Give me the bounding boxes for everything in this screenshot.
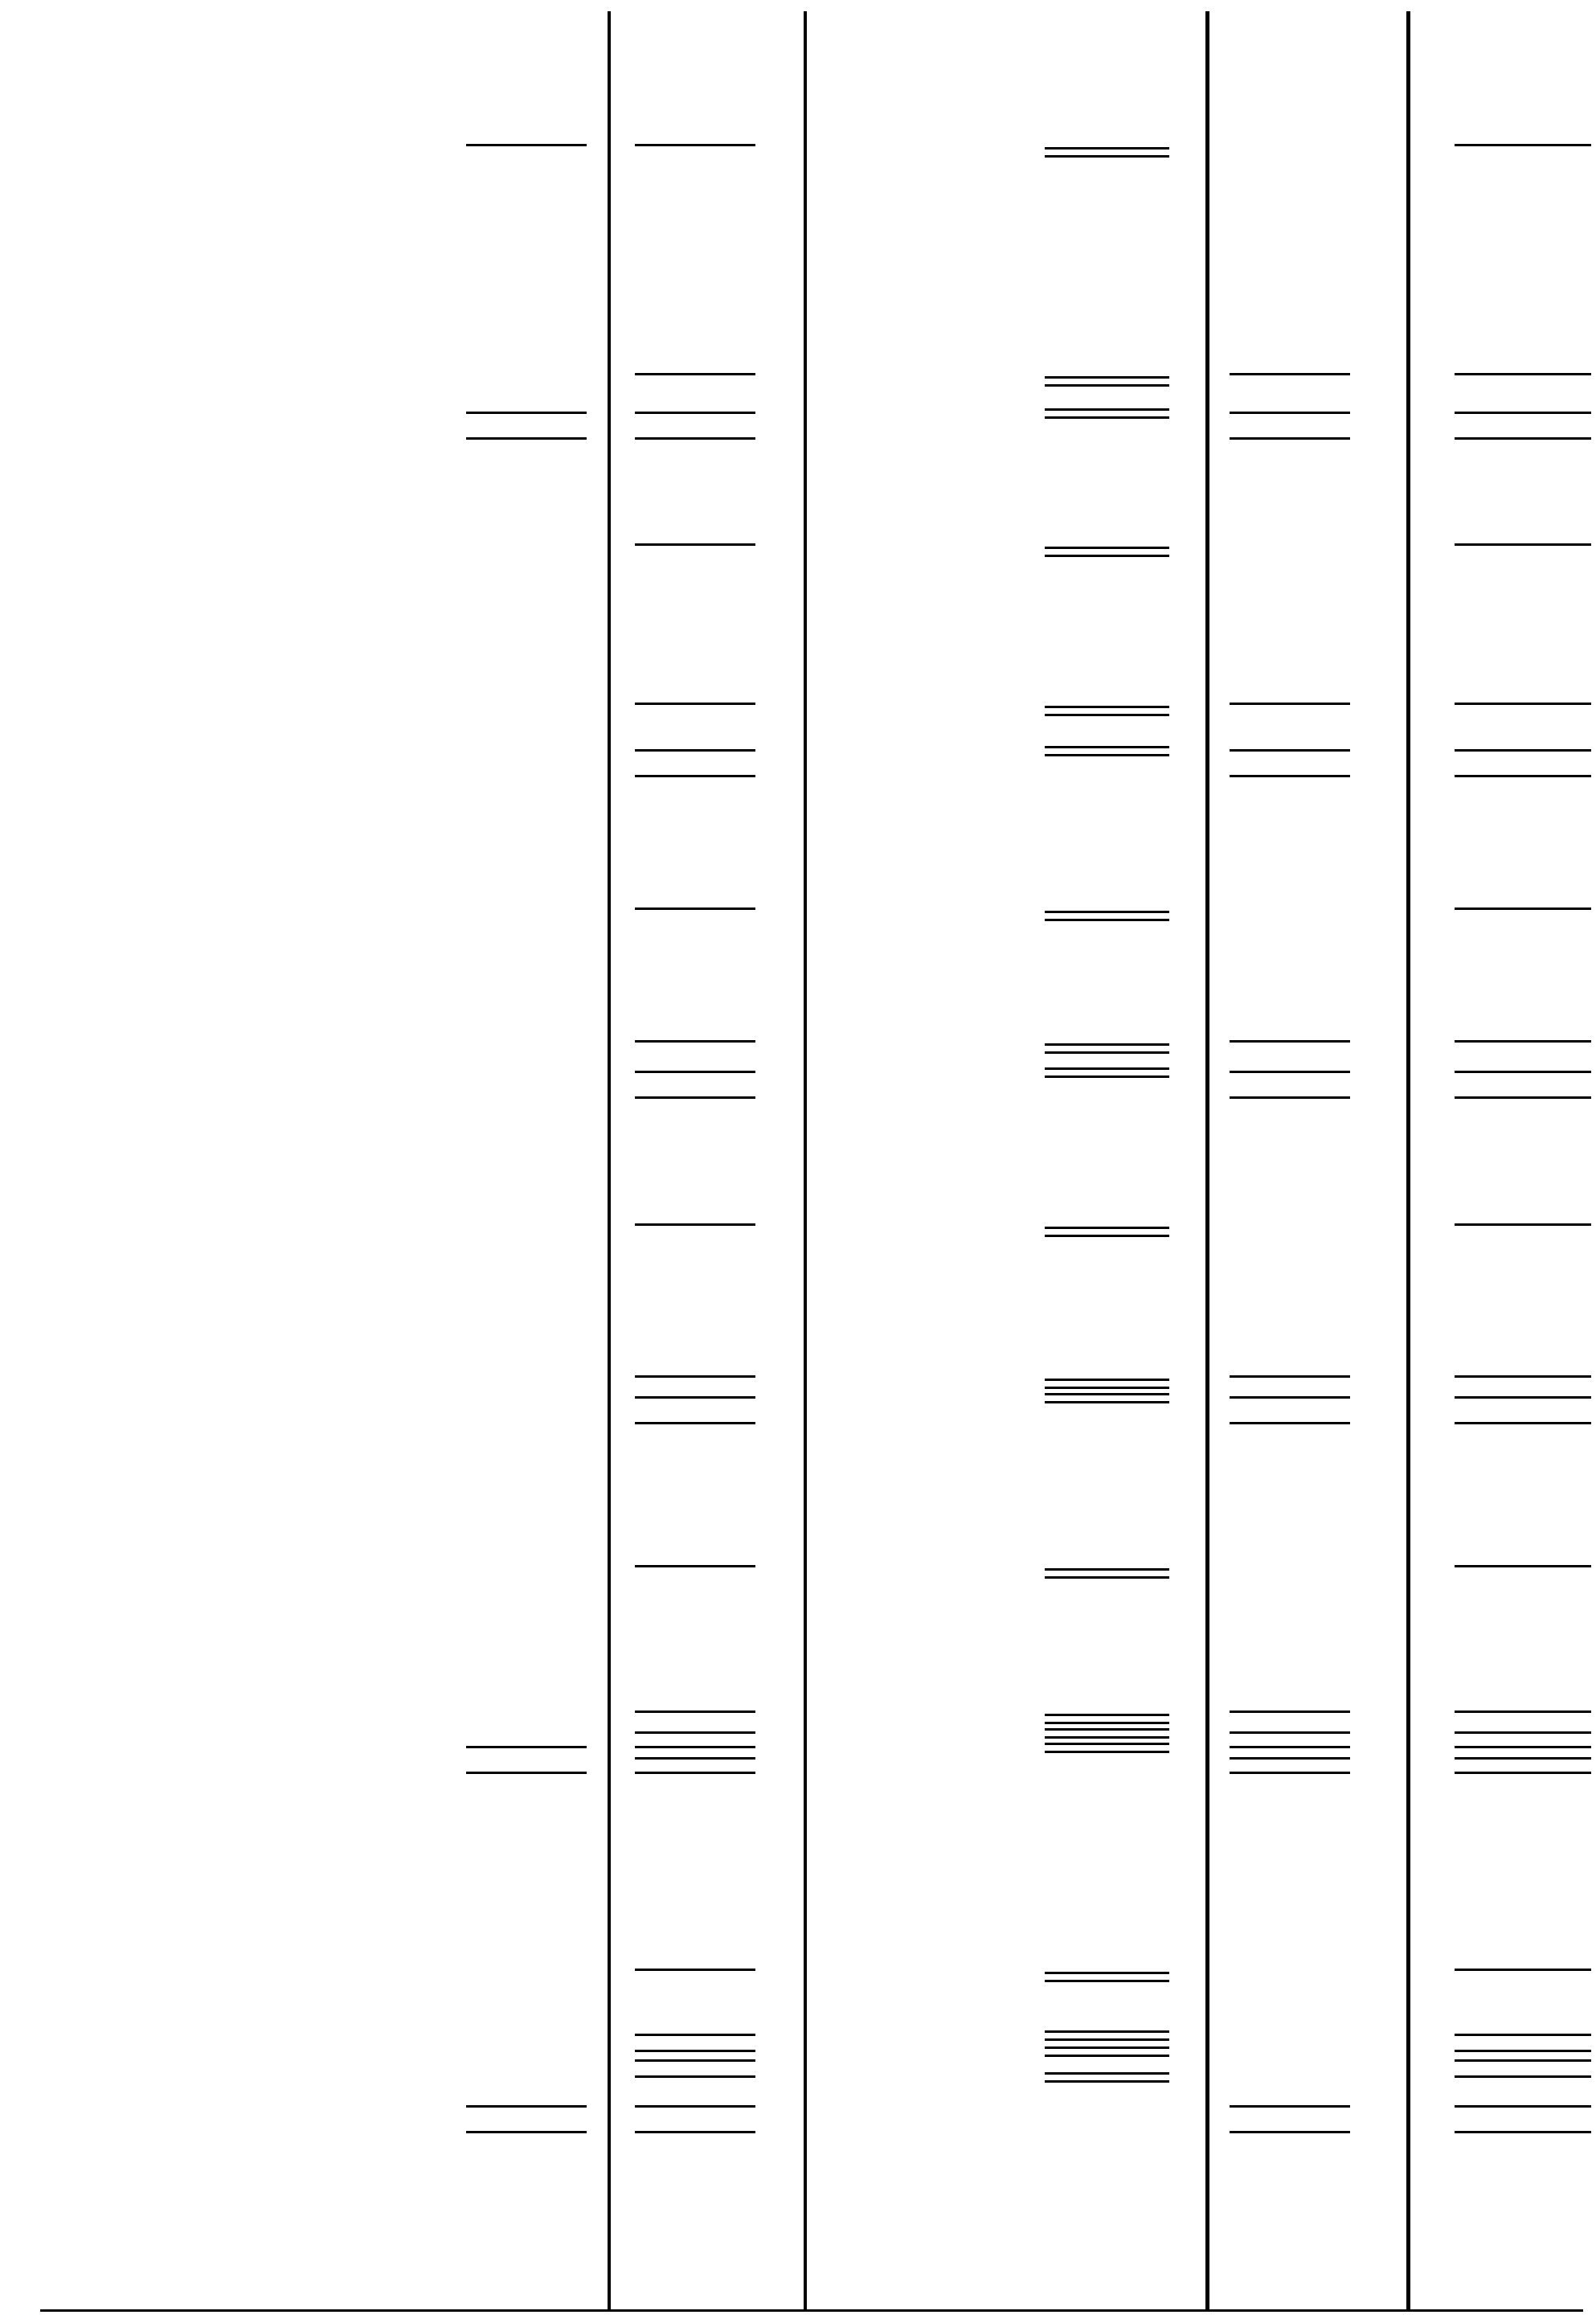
sum-rule [635,412,755,414]
sum-rule [1455,1040,1591,1043]
total-rule [466,2131,587,2133]
sum-rule [1230,1731,1350,1734]
sum-rule [1455,1710,1591,1713]
blank-col-rule [1045,2030,1169,2033]
blank-col-rule [1045,1401,1169,1403]
blank-col-rule [1045,1972,1169,1974]
blank-col-rule [1045,746,1169,748]
blank-col-rule [1045,376,1169,379]
sum-rule [635,1710,755,1713]
blank-col-rule [1045,1067,1169,1070]
blank-col-rule [1045,555,1169,557]
sum-rule [1455,412,1591,414]
blank-col-rule [1045,155,1169,158]
sum-rule [635,2034,755,2036]
blank-col-rule [1045,754,1169,756]
total-rule [635,2131,755,2133]
blank-col-rule [1045,1751,1169,1753]
blank-col-rule [1045,1075,1169,1078]
blank-col-rule [1045,547,1169,549]
sum-rule [1455,1071,1591,1073]
sum-rule [1230,1375,1350,1378]
blank-col-rule [1045,714,1169,716]
blank-col-rule [1045,1387,1169,1389]
sum-rule [1230,373,1350,375]
sum-rule [1455,1223,1591,1226]
sum-rule [1455,907,1591,910]
column-rule-1 [608,11,611,2310]
blank-col-rule [1045,919,1169,921]
total-rule [1230,437,1350,440]
sum-rule [635,1396,755,1399]
sum-rule [635,144,755,146]
sum-rule [1230,412,1350,414]
sum-rule [635,373,755,375]
blank-col-rule [1045,1722,1169,1724]
sum-rule [635,1040,755,1043]
blank-col-rule [1045,1568,1169,1571]
total-rule [1455,2131,1591,2133]
blank-col-rule [1045,1227,1169,1229]
blank-col-rule [1045,1393,1169,1395]
blank-col-rule [1045,408,1169,411]
sum-rule [1455,749,1591,752]
total-rule [635,1096,755,1099]
column-rule-2 [804,11,807,2310]
blank-col-rule [1045,1043,1169,1046]
total-rule [635,775,755,777]
page-bottom-rule [40,2309,1583,2312]
sum-rule [1455,1746,1591,1748]
total-rule [1455,2075,1591,2078]
total-rule [1455,2059,1591,2062]
blank-col-rule [1045,1235,1169,1237]
sum-rule [635,1565,755,1567]
total-rule [1455,437,1591,440]
blank-col-rule [1045,2080,1169,2083]
total-rule [1455,1096,1591,1099]
blank-col-rule [1045,1736,1169,1739]
blank-col-rule [1045,2046,1169,2049]
total-rule [1230,1096,1350,1099]
sum-rule [1455,543,1591,546]
blank-col-rule [1045,384,1169,387]
blank-col-rule [1045,706,1169,708]
sum-rule [1230,703,1350,705]
sum-rule [1230,749,1350,752]
sum-rule [1455,144,1591,146]
total-rule [635,1757,755,1760]
sum-rule [1455,2050,1591,2052]
blank-col-rule [1045,1576,1169,1579]
sum-rule [1230,1040,1350,1043]
blank-col-rule [1045,911,1169,913]
sum-rule [1455,2034,1591,2036]
total-rule [1230,2131,1350,2133]
sum-rule [1455,1565,1591,1567]
sum-rule [1455,1396,1591,1399]
sum-rule [635,1223,755,1226]
sum-rule [1230,1071,1350,1073]
sum-rule [1455,703,1591,705]
blank-col-rule [1045,416,1169,419]
sum-rule [466,144,587,146]
total-rule [466,1772,587,1774]
sum-rule [635,2050,755,2052]
blank-col-rule [1045,1728,1169,1731]
blank-col-rule [1045,2072,1169,2075]
total-rule [466,437,587,440]
total-rule [1230,1772,1350,1774]
total-rule [1455,775,1591,777]
sum-rule [635,1731,755,1734]
sum-rule [635,543,755,546]
total-rule [635,2059,755,2062]
sum-rule [1455,1731,1591,1734]
blank-col-rule [1045,147,1169,150]
total-rule [1455,1757,1591,1760]
total-rule [1230,1422,1350,1424]
column-rule-4 [1406,11,1410,2310]
sum-rule [466,2105,587,2108]
sum-rule [635,749,755,752]
sum-rule [466,412,587,414]
sum-rule [635,703,755,705]
sum-rule [1230,1396,1350,1399]
sum-rule [1230,2105,1350,2108]
total-rule [635,2075,755,2078]
total-rule [1455,1772,1591,1774]
total-rule [1230,775,1350,777]
sum-rule [1455,1969,1591,1971]
sum-rule [1455,2105,1591,2108]
blank-col-rule [1045,2055,1169,2057]
total-rule [635,437,755,440]
total-rule [1455,1422,1591,1424]
total-rule [635,1422,755,1424]
sum-rule [635,1375,755,1378]
sum-rule [635,1969,755,1971]
sum-rule [635,2105,755,2108]
blank-col-rule [1045,1051,1169,1054]
sum-rule [1455,1375,1591,1378]
sum-rule [635,1746,755,1748]
sum-rule [466,1746,587,1748]
blank-col-rule [1045,1379,1169,1381]
sum-rule [1230,1710,1350,1713]
blank-col-rule [1045,1743,1169,1745]
sum-rule [635,907,755,910]
total-rule [1230,1757,1350,1760]
sum-rule [1455,373,1591,375]
sum-rule [635,1071,755,1073]
total-rule [635,1772,755,1774]
blank-col-rule [1045,2038,1169,2041]
blank-col-rule [1045,1980,1169,1982]
column-rule-3 [1205,11,1209,2310]
sum-rule [1230,1746,1350,1748]
blank-col-rule [1045,1714,1169,1716]
